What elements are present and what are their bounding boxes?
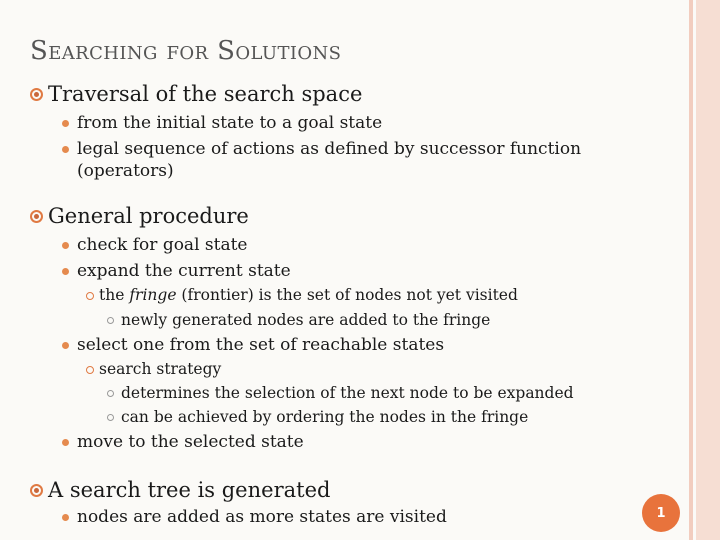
bullet-traversal: Traversal of the search space xyxy=(48,82,363,106)
level2-bullet-icon xyxy=(62,268,69,275)
bullet-move-to: move to the selected state xyxy=(77,432,304,452)
bullet-search-tree: A search tree is generated xyxy=(48,478,331,502)
bullet-search-strategy: search strategy xyxy=(99,360,222,378)
level2-bullet-icon xyxy=(62,439,69,446)
level3-bullet-icon xyxy=(86,292,94,300)
bullet-determines: determines the selection of the next node to be expanded xyxy=(121,384,574,402)
bullet-ordering: can be achieved by ordering the nodes in the fringe xyxy=(121,408,529,426)
right-edge-band xyxy=(696,0,720,540)
level1-bullet-icon xyxy=(30,210,43,223)
fringe-term: fringe xyxy=(129,286,177,304)
level2-bullet-icon xyxy=(62,514,69,521)
level2-bullet-icon xyxy=(62,120,69,127)
bullet-fringe xyxy=(99,287,518,304)
level2-bullet-icon xyxy=(62,146,69,153)
bullet-check-goal: check for goal state xyxy=(77,235,248,255)
level4-bullet-icon xyxy=(107,390,114,397)
level3-bullet-icon xyxy=(86,366,94,374)
bullet-select-one: select one from the set of reachable states xyxy=(77,335,445,355)
bullet-general-procedure: General procedure xyxy=(48,204,249,228)
level2-bullet-icon xyxy=(62,342,69,349)
slide-title: Searching for Solutions xyxy=(30,36,342,66)
level4-bullet-icon xyxy=(107,317,114,324)
bullet-legal-sequence-cont: (operators) xyxy=(77,161,174,181)
bullet-from-initial: from the initial state to a goal state xyxy=(77,113,383,133)
level4-bullet-icon xyxy=(107,414,114,421)
fringe-prefix: the xyxy=(99,286,130,304)
page-number-badge: 1 xyxy=(642,494,680,532)
level1-bullet-icon xyxy=(30,484,43,497)
bullet-nodes-added: nodes are added as more states are visited xyxy=(77,507,447,527)
level2-bullet-icon xyxy=(62,242,69,249)
bullet-expand: expand the current state xyxy=(77,261,291,281)
bullet-newly-generated: newly generated nodes are added to the fringe xyxy=(121,311,491,329)
bullet-legal-sequence: legal sequence of actions as defined by successor function xyxy=(77,139,582,159)
level1-bullet-icon xyxy=(30,88,43,101)
fringe-suffix: (frontier) is the set of nodes not yet visited xyxy=(176,286,518,304)
